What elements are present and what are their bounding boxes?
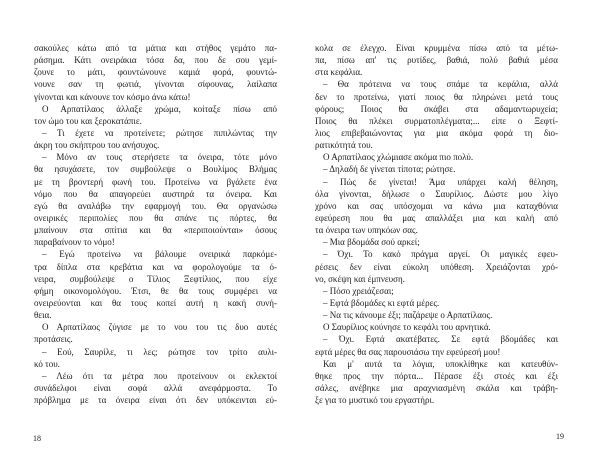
text-line: φόρους; Ποιος θα σκάβει στα αδαμαντωρυχεία; (315, 103, 558, 114)
text-line: ζουνε το μάτι, φουντώνουνε καμιά φορά, φουντώ- (34, 67, 277, 78)
text-line: νειρα, συμβούλεψε ο Τίλιος Ξεφτίλιος, που είχε (34, 273, 277, 284)
text-line: Ποιος θα πλέκει συρματοπλέγματα;... είπε ο Ξεφτί- (315, 115, 558, 126)
text-line: Ο Αρπατίλαος άλλαξε χρώμα, κοίταξε πίσω από (42, 103, 277, 114)
text-line: Και μ' αυτά τα λόγια, υποκλίθηκε και κατευθύν- (323, 358, 558, 369)
text-line: – Πόσο χρειάζεσαι; (323, 285, 394, 296)
text-line: τρα δίπλα στα κρεβάτια και να φορολογούμε τα ό- (34, 261, 277, 272)
text-line: Ο Αρπατίλαος ζύγισε με το νου του τις δυο αυτές (42, 322, 277, 333)
text-line: πα, πίσω απ' τις ρυτίδες, βαθιά, πολύ βαθιά μέσα (315, 55, 558, 66)
text-line: – Δηλαδή δε γίνεται τίποτα; ρώτησε. (323, 164, 456, 175)
right-page-text (315, 42, 558, 406)
text-line: ονειρικές περιπολίες που θα σπάνε τις πόρτες, θα (34, 212, 277, 223)
text-line: – Πώς δε γίνεται! Άμα υπάρχει καλή θέληση, (323, 176, 558, 187)
left-page-number: 18 (33, 434, 41, 443)
text-line: Ο Αρπατίλαος χλώμιασε ακόμα πιο πολύ. (323, 152, 474, 163)
text-line: θηκε προς την πόρτα... Πέρασε έξι στοές και έξι (315, 370, 558, 381)
text-line: νουνε σαν τη φωτιά, γίνονται σίφουνας, λαίλαπα (34, 79, 277, 90)
text-line: – Μια βδομάδα σού αρκεί; (323, 237, 420, 248)
text-line: – Εού, Σαυρίλε, τι λες; ρώτησε τον τρίτο αυλι- (42, 346, 277, 357)
right-page-number: 19 (556, 432, 564, 441)
text-line: – Μόνο αν τους στερήσετε τα όνειρα, τότε μόνο (42, 152, 277, 163)
text-line: παραβαίνουν το νόμο! (34, 237, 115, 248)
text-line: – Εγώ προτείνω να βάλουμε ονειρικά παρκόμε- (42, 249, 277, 260)
text-line: κολα σε έλεγχο. Είναι κρυμμένα πίσω από τα μέτω- (315, 43, 558, 53)
text-line: προτάσεις. (34, 334, 73, 345)
text-line: λιος επιβεβαιώνοντας για μια ακόμα φορά τη διο- (315, 127, 558, 138)
text-line: ράσημα. Κάτι ονειράκια τόσα δα, που δε σου γεμί- (34, 55, 277, 66)
text-line: – Όχι. Το κακό πράγμα αργεί. Οι μαγικές εφευ- (323, 249, 558, 260)
right-page (315, 42, 558, 406)
text-line: ονειρεύονται και θα τους κοπεί αυτή η κακή συνή- (34, 297, 277, 308)
text-line: Ο Σαυρίλιος κούνησε το κεφάλι του αρνητικά. (323, 322, 491, 333)
text-line: – Εφτά βδομάδες κι εφτά μέρες. (323, 297, 440, 308)
text-line: άκρη του σκήπτρου του ανήσυχος. (34, 140, 160, 151)
text-line: φήμη οικονομολόγου. Έτσι, θε θα τους συμφέρει να (34, 285, 277, 296)
text-line: – Λέω ότι τα μέτρα που προτείνουν οι εκλεκτοί (42, 370, 277, 381)
left-page-text (34, 42, 277, 406)
text-line: – Να τις κάνουμε έξι; παζάρεψε ο Αρπατίλαος. (323, 310, 493, 321)
text-line: – Θα πρότεινα να τους σπάμε τα κεφάλια, αλλά (323, 79, 558, 90)
text-line: – Τι έχετε να προτείνετε; ρώτησε πιπιλώντας την (42, 127, 277, 138)
text-line: δεν το προτείνω, γιατί ποιος θα πληρώνει μετά τους (315, 91, 558, 102)
text-line: εφεύρεση που θα μας απαλλάξει μια και καλή από (315, 212, 558, 223)
text-line: σακούλες κάτω από τα μάτια και στήθος γεμάτο πα- (34, 43, 277, 53)
text-line: γίνονται και κάνουνε τον κόσμο άνω κάτω! (34, 91, 191, 102)
text-line: συνάδελφοι είναι σοφά αλλά ανεφάρμοστα. Το (34, 382, 277, 393)
text-line: κό του. (34, 358, 60, 369)
text-line: – Όχι. Εφτά ακατέβατες. Σε εφτά βδομάδες και (323, 334, 558, 345)
text-line: χρόνο και σας υπόσχομαι να κάνω μια καταχθόνια (315, 200, 558, 211)
left-page (34, 42, 277, 406)
text-line: πρόβλημα με τα όνειρα είναι ότι δεν υπόκεινται εύ- (34, 395, 277, 406)
text-line: νο, σκέψη και έμπνευση. (315, 273, 405, 284)
text-line: μπαίνουν στα σπίτια και θα «περιποιούνται» όσους (34, 225, 277, 236)
text-line: τον ώμο του και ξεροκατάπιε. (34, 115, 142, 126)
text-line: θα ησυχάσετε, τον συμβούλεψε ο Βουλίμος Βλήμας (34, 164, 277, 175)
text-line: θεια. (34, 310, 52, 321)
text-line: τα όνειρα των υπηκόων σας. (315, 225, 418, 236)
text-line: με τη βροντερή φωνή του. Προτείνω να βγάλετε ένα (34, 176, 277, 187)
text-line: ξε για το μυστικό του εργαστήρι. (315, 395, 435, 406)
text-line: εγώ θα αναλάβω την εφαρμογή του. Θα οργανώσω (34, 200, 277, 211)
text-line: εφτά μέρες θα σας παρουσιάσω την εφεύρεσή μου! (315, 346, 501, 357)
text-line: ρέσεις δεν είναι εύκολη υπόθεση. Χρειάζονται χρό- (315, 261, 558, 272)
text-line: όλα γίνονται, δήλωσε ο Σαυρίλιος. Δώστε μου λίγο (315, 188, 558, 199)
text-line: σάλες, ανέβηκε μια αραχνιασμένη σκάλα και τράβη- (315, 382, 558, 393)
text-line: στα κεφάλια. (315, 67, 363, 78)
text-line: ρατικότητά του. (315, 140, 373, 151)
text-line: νόμο που θα απαγορεύει αυστηρά τα όνειρα. Και (34, 188, 277, 199)
